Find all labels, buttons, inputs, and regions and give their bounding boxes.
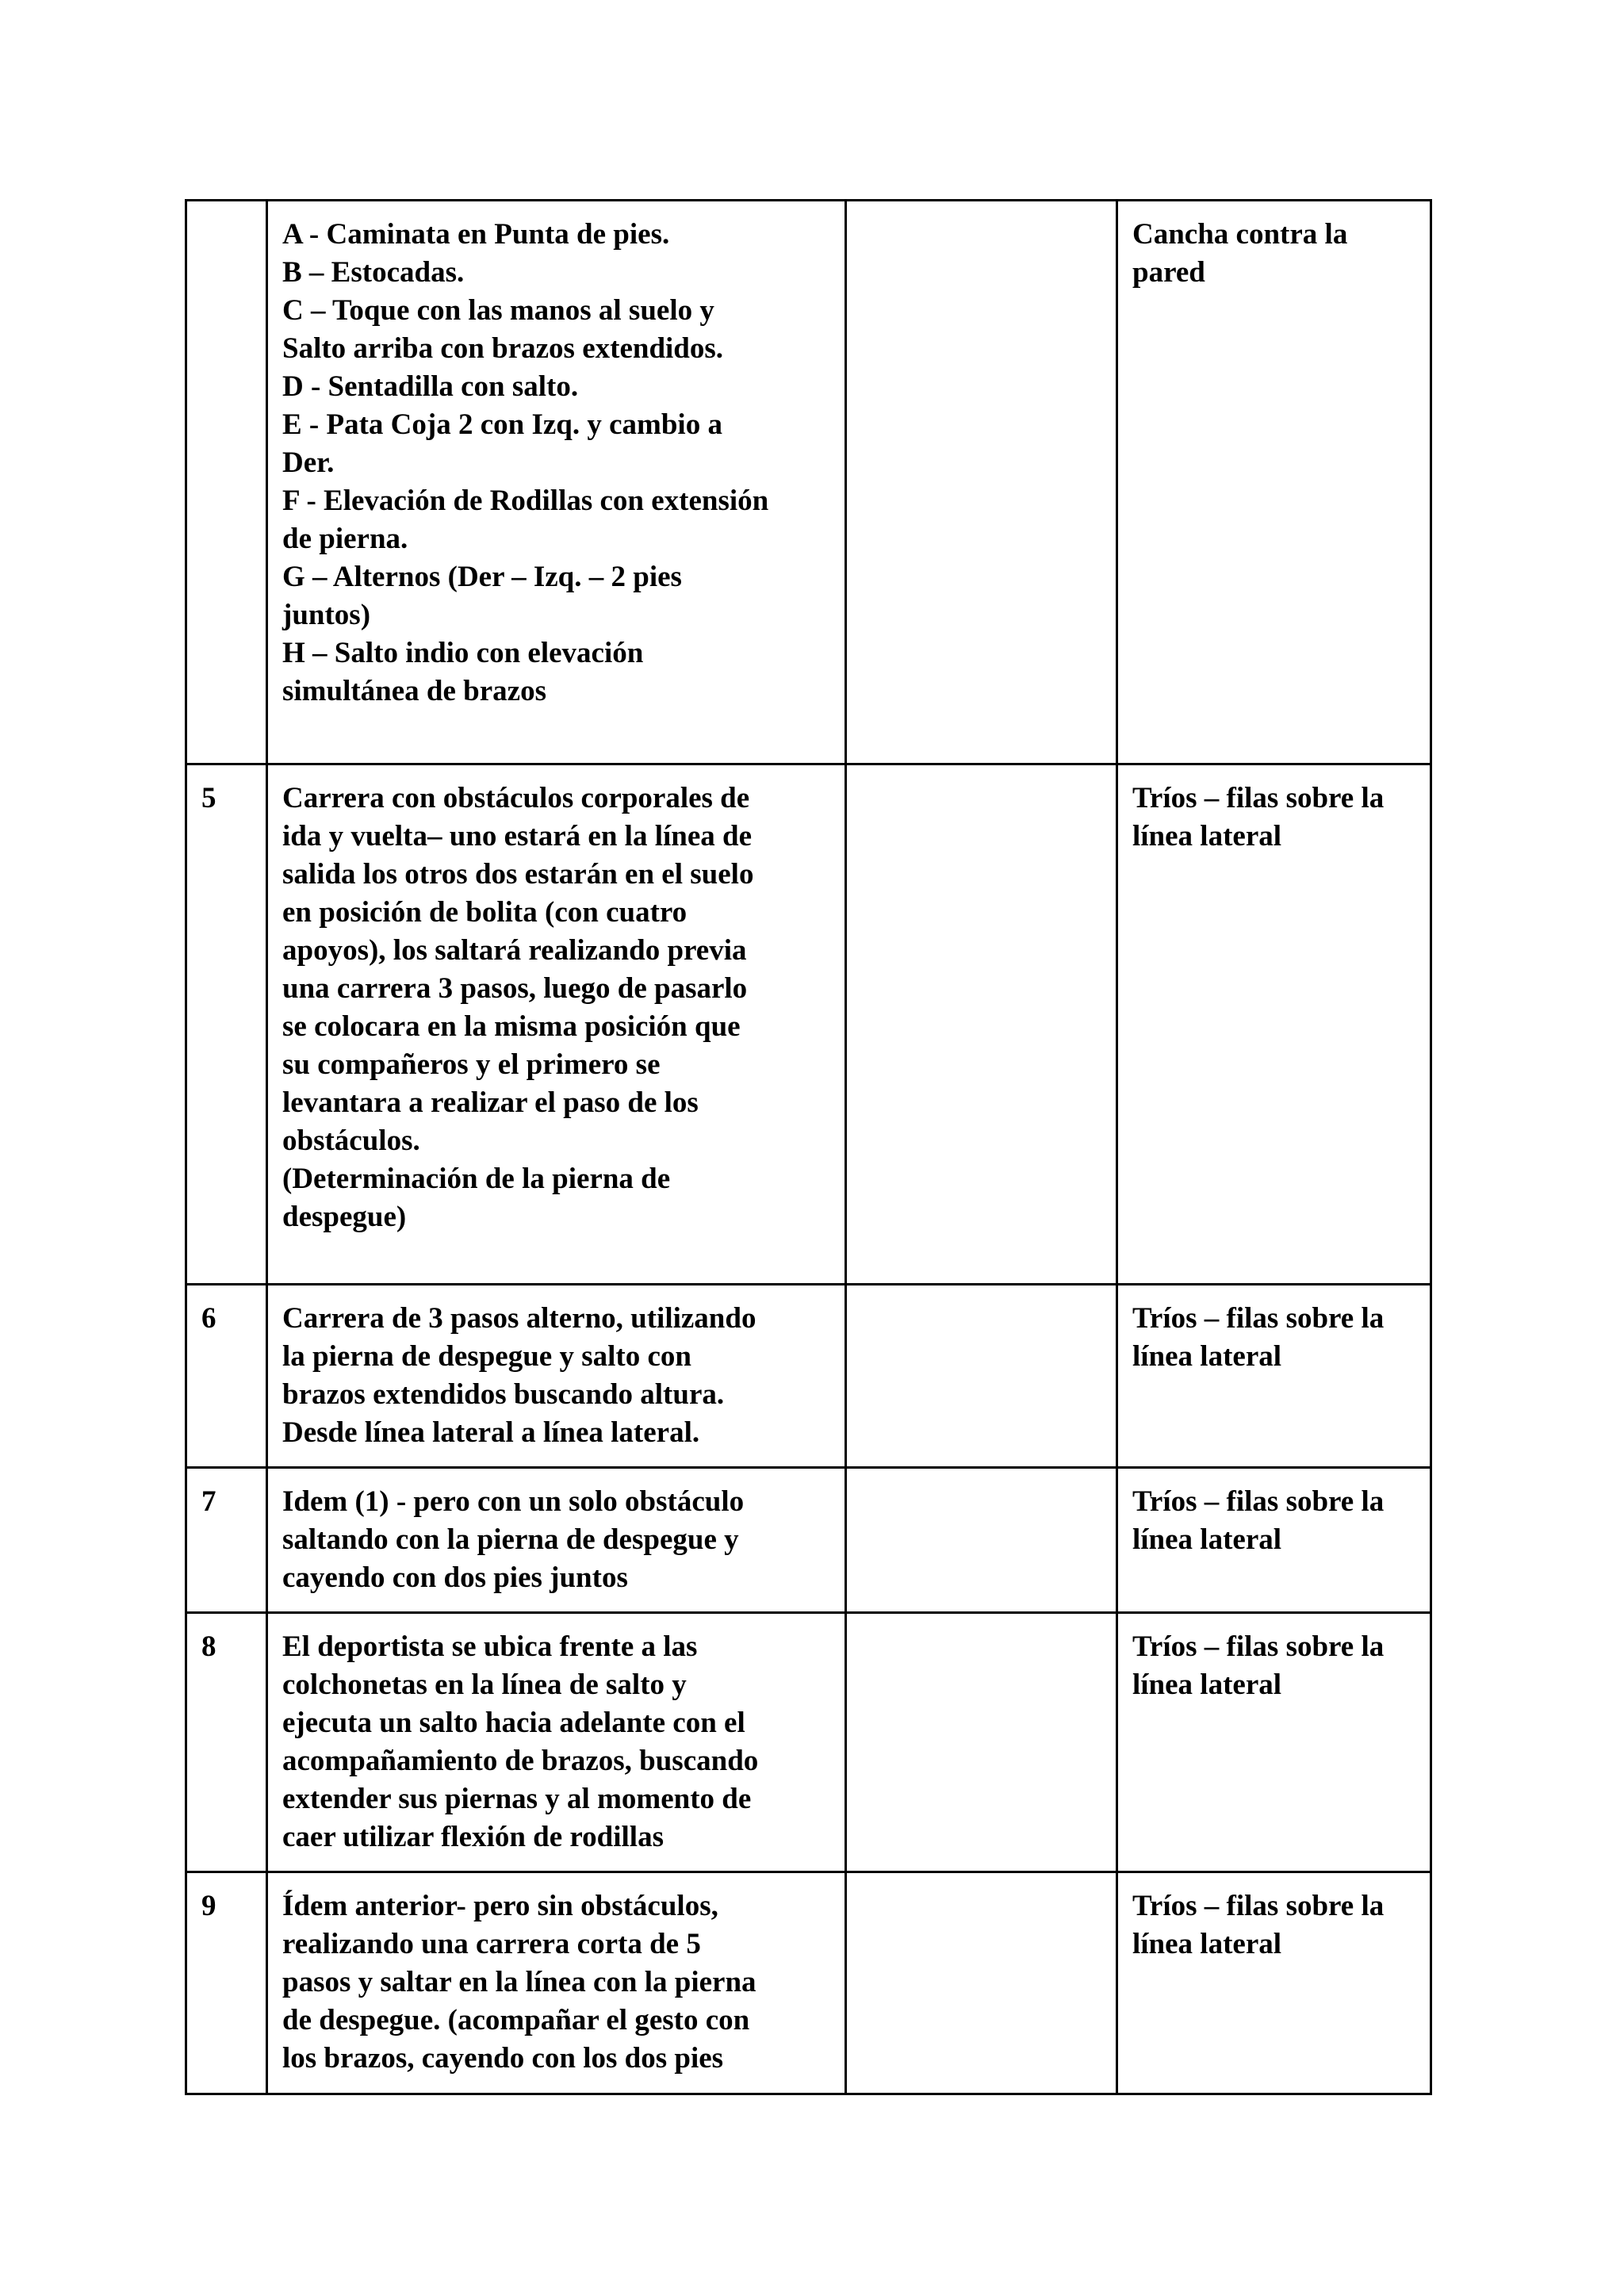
description-line: realizando una carrera corta de 5 [282, 1928, 701, 1960]
description-line: simultánea de brazos [282, 675, 546, 707]
empty-cell [846, 1468, 1117, 1613]
description-line: obstáculos. [282, 1125, 420, 1157]
exercise-description [267, 1613, 846, 1872]
description-line: F - Elevación de Rodillas con extensión [282, 485, 769, 517]
description-line: de pierna. [282, 523, 408, 555]
description-line: Der. [282, 446, 335, 479]
place-line: Cancha contra la [1132, 218, 1348, 251]
place-line: Tríos – filas sobre la [1132, 1630, 1385, 1663]
empty-cell [846, 764, 1117, 1285]
description-line: H – Salto indio con elevación [282, 637, 644, 669]
place-line: Tríos – filas sobre la [1132, 782, 1385, 814]
description-line: en posición de bolita (con cuatro [282, 896, 688, 929]
description-line: los brazos, cayendo con los dos pies [282, 2042, 724, 2075]
exercise-description [267, 1872, 846, 2094]
exercise-place [1117, 1613, 1431, 1872]
place-line: Tríos – filas sobre la [1132, 1302, 1385, 1335]
exercise-number: 8 [186, 1613, 267, 1872]
description-line: salida los otros dos estarán en el suelo [282, 858, 754, 891]
place-line: Tríos – filas sobre la [1132, 1485, 1385, 1518]
description-line: caer utilizar flexión de rodillas [282, 1821, 664, 1853]
description-line: (Determinación de la pierna de [282, 1163, 671, 1195]
description-line: su compañeros y el primero se [282, 1048, 661, 1081]
description-line: la pierna de despegue y salto con [282, 1340, 691, 1373]
description-line: D - Sentadilla con salto. [282, 370, 579, 403]
description-line: apoyos), los saltará realizando previa [282, 934, 747, 967]
description-line: El deportista se ubica frente a las [282, 1630, 698, 1663]
place-line: línea lateral [1132, 1928, 1282, 1960]
description-line: Desde línea lateral a línea lateral. [282, 1416, 700, 1449]
description-line: A - Caminata en Punta de pies. [282, 218, 670, 251]
description-line: levantara a realizar el paso de los [282, 1086, 699, 1119]
exercise-number: 6 [186, 1285, 267, 1468]
place-line: línea lateral [1132, 1340, 1282, 1373]
table-row [186, 1285, 1431, 1468]
description-line: E - Pata Coja 2 con Izq. y cambio a [282, 408, 722, 441]
table-row [186, 201, 1431, 764]
exercise-number [186, 201, 267, 764]
exercise-number: 5 [186, 764, 267, 1285]
description-line: C – Toque con las manos al suelo y [282, 294, 714, 327]
description-line: brazos extendidos buscando altura. [282, 1378, 725, 1411]
table-row [186, 764, 1431, 1285]
description-line: de despegue. (acompañar el gesto con [282, 2004, 750, 2036]
place-line: Tríos – filas sobre la [1132, 1890, 1385, 1922]
description-line: Carrera con obstáculos corporales de [282, 782, 750, 814]
place-line: línea lateral [1132, 1669, 1282, 1701]
exercise-place [1117, 1285, 1431, 1468]
exercise-number: 9 [186, 1872, 267, 2094]
exercise-place [1117, 1468, 1431, 1613]
place-line: línea lateral [1132, 1523, 1282, 1556]
description-line: Ídem anterior- pero sin obstáculos, [282, 1890, 718, 1922]
description-line: pasos y saltar en la línea con la pierna [282, 1966, 756, 1998]
description-line: Idem (1) - pero con un solo obstáculo [282, 1485, 745, 1518]
empty-cell [846, 1613, 1117, 1872]
exercise-description [267, 764, 846, 1285]
exercise-description [267, 1468, 846, 1613]
empty-cell [846, 1872, 1117, 2094]
description-line: acompañamiento de brazos, buscando [282, 1745, 759, 1777]
description-line: se colocara en la misma posición que [282, 1010, 741, 1043]
exercise-place [1117, 201, 1431, 764]
description-line: Carrera de 3 pasos alterno, utilizando [282, 1302, 756, 1335]
empty-cell [846, 201, 1117, 764]
exercise-place [1117, 1872, 1431, 2094]
description-line: una carrera 3 pasos, luego de pasarlo [282, 972, 748, 1005]
description-line: extender sus piernas y al momento de [282, 1783, 752, 1815]
exercise-number: 7 [186, 1468, 267, 1613]
empty-cell [846, 1285, 1117, 1468]
description-line: despegue) [282, 1201, 407, 1233]
place-line: pared [1132, 256, 1205, 289]
exercises-table [185, 199, 1432, 2095]
description-line: ejecuta un salto hacia adelante con el [282, 1707, 745, 1739]
table-row [186, 1613, 1431, 1872]
exercise-description [267, 1285, 846, 1468]
description-line: cayendo con dos pies juntos [282, 1561, 628, 1594]
description-line: ida y vuelta– uno estará en la línea de [282, 820, 753, 852]
table-row [186, 1468, 1431, 1613]
table-row [186, 1872, 1431, 2094]
exercise-description [267, 201, 846, 764]
description-line: saltando con la pierna de despegue y [282, 1523, 739, 1556]
place-line: línea lateral [1132, 820, 1282, 852]
description-line: Salto arriba con brazos extendidos. [282, 332, 724, 365]
exercise-place [1117, 764, 1431, 1285]
description-line: juntos) [282, 599, 371, 631]
description-line: colchonetas en la línea de salto y [282, 1669, 687, 1701]
description-line: B – Estocadas. [282, 256, 465, 289]
description-line: G – Alternos (Der – Izq. – 2 pies [282, 561, 682, 593]
